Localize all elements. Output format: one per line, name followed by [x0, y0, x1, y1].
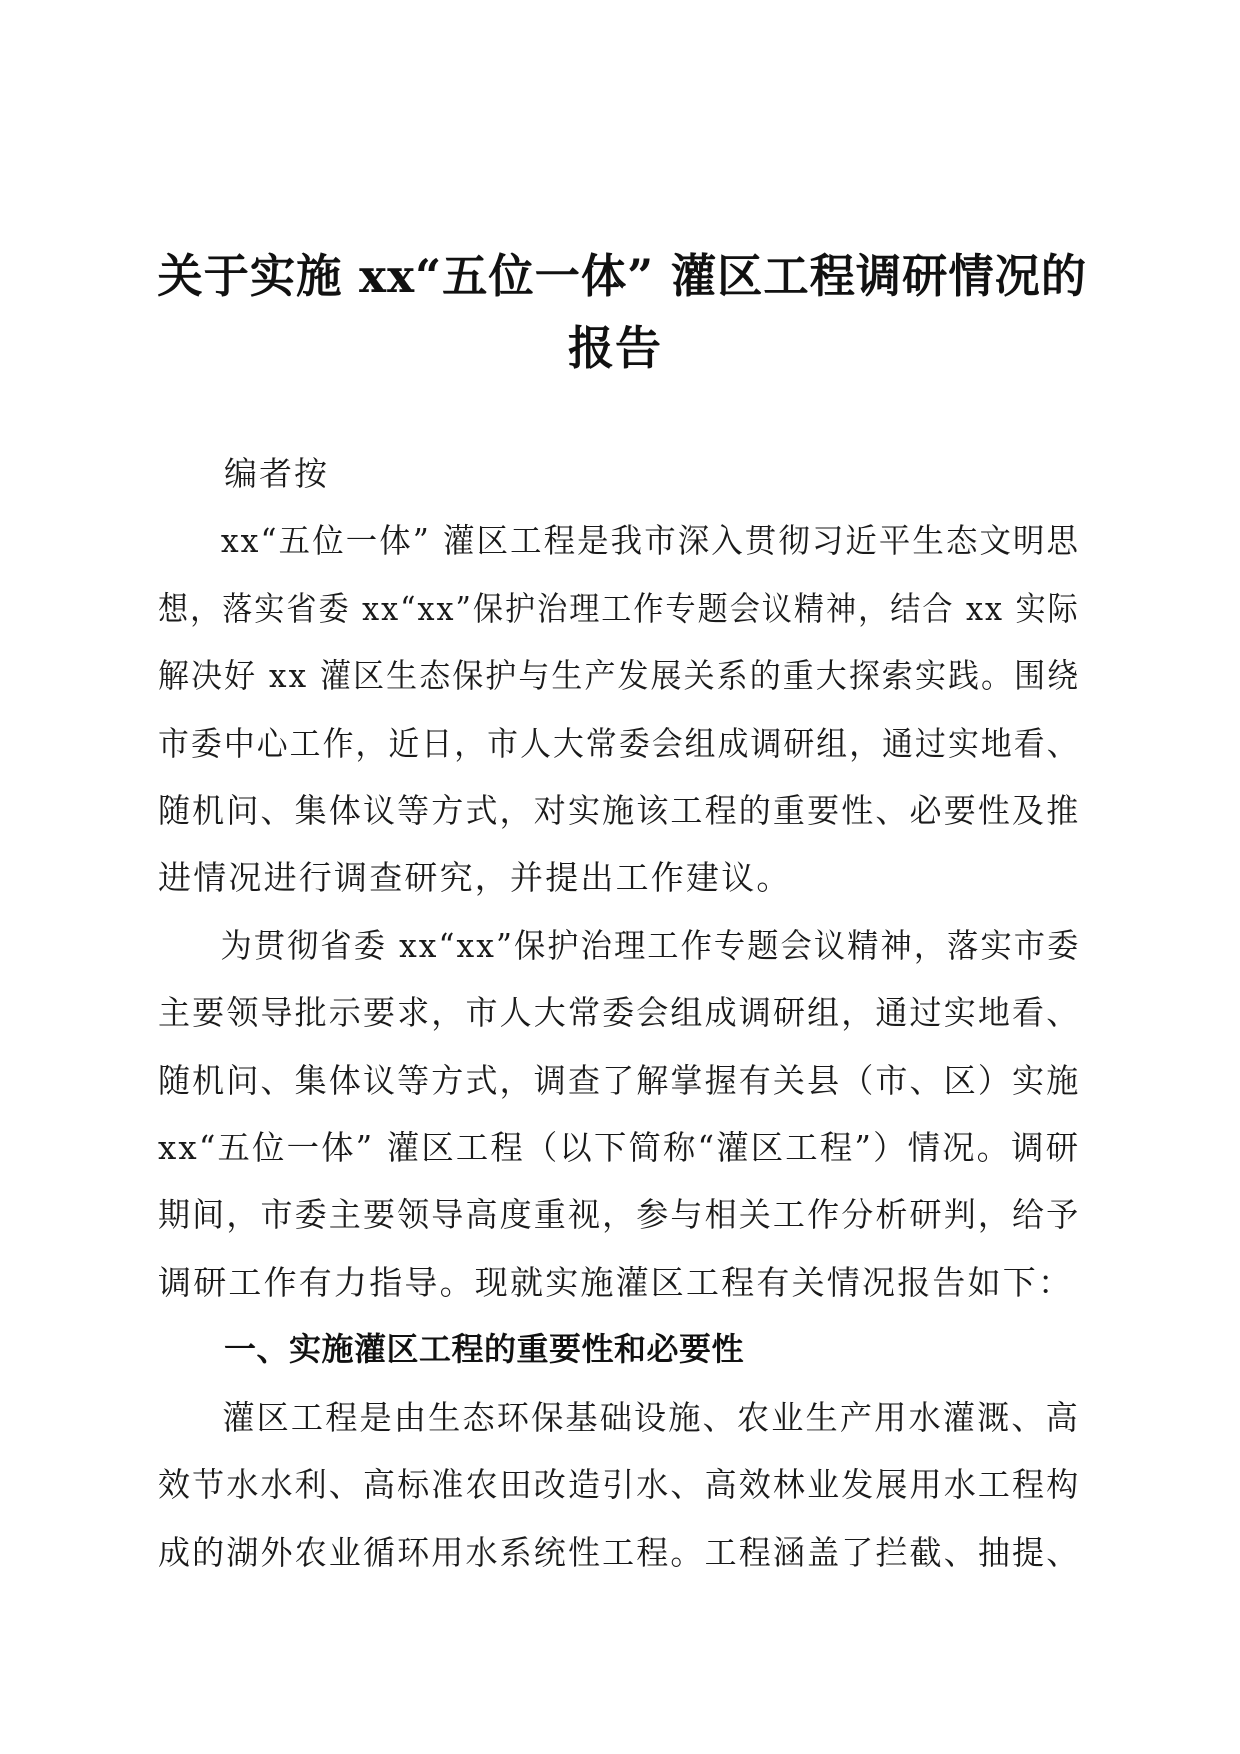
- paragraph-line: 想，落实省委 xx“xx”保护治理工作专题会议精神，结合 xx 实际: [158, 588, 1080, 628]
- paragraph-line: xx“五位一体” 灌区工程是我市深入贯彻习近平生态文明思: [220, 521, 1081, 561]
- paragraph-line: 随机问、集体议等方式，调查了解掌握有关县（市、区）实施: [158, 1060, 1081, 1100]
- title-line-2: 报告: [568, 321, 662, 375]
- paragraph-intro: [158, 507, 1080, 911]
- paragraph-line: 为贯彻省委 xx“xx”保护治理工作专题会议精神，落实市委: [220, 925, 1081, 965]
- paragraph-line: 进情况进行调查研究，并提出工作建议。: [158, 858, 792, 898]
- paragraph-line: 解决好 xx 灌区生态保护与生产发展关系的重大探索实践。围绕: [158, 656, 1081, 696]
- document-body: [158, 440, 1080, 1586]
- paragraph-background: [158, 912, 1080, 1316]
- paragraph-line: 效节水水利、高标准农田改造引水、高效林业发展用水工程构: [158, 1465, 1081, 1505]
- paragraph-line: 期间，市委主要领导高度重视，参与相关工作分析研判，给予: [158, 1195, 1081, 1235]
- paragraph-line: 随机问、集体议等方式，对实施该工程的重要性、必要性及推: [158, 791, 1081, 831]
- document-title: [150, 240, 1088, 384]
- paragraph-line: 主要领导批示要求，市人大常委会组成调研组，通过实地看、: [158, 993, 1081, 1033]
- paragraph-line: 调研工作有力指导。现就实施灌区工程有关情况报告如下：: [158, 1262, 1074, 1302]
- section-heading-1: 一、实施灌区工程的重要性和必要性: [224, 1330, 745, 1369]
- paragraph-line: 市委中心工作，近日，市人大常委会组成调研组，通过实地看、: [158, 723, 1080, 763]
- paragraph-line: xx“五位一体” 灌区工程（以下简称“灌区工程”）情况。调研: [158, 1128, 1081, 1168]
- title-line-1: 关于实施 xx“五位一体” 灌区工程调研情况的: [157, 249, 1088, 303]
- paragraph-line: 成的湖外农业循环用水系统性工程。工程涵盖了拦截、抽提、: [158, 1532, 1081, 1572]
- paragraph-line: 灌区工程是由生态环保基础设施、农业生产用水灌溉、高: [222, 1397, 1080, 1437]
- editor-note-label: 编者按: [224, 454, 329, 493]
- paragraph-section-1: [158, 1384, 1080, 1586]
